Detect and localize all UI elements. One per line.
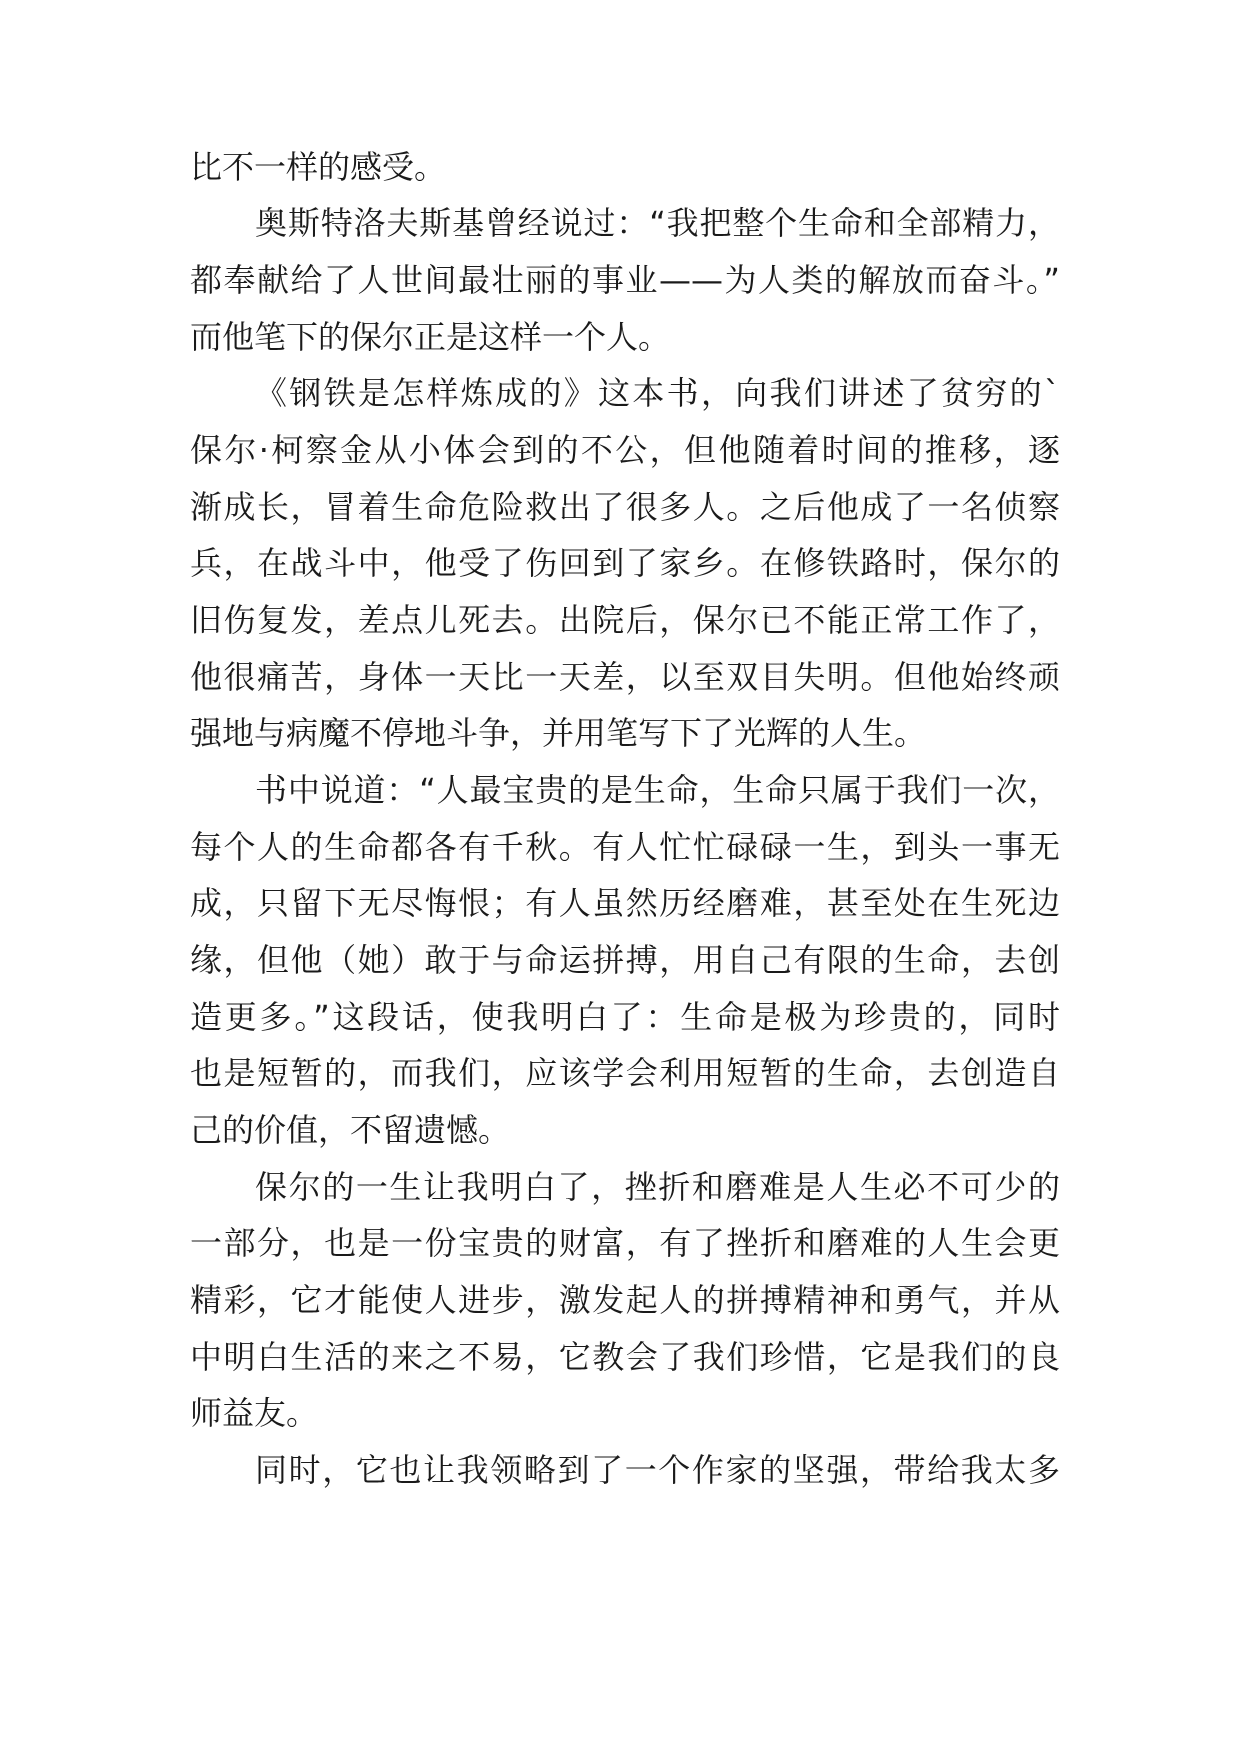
text-line: 他很痛苦，身体一天比一天差，以至双目失明。但他始终顽 [190, 658, 1060, 696]
text-line: 每个人的生命都各有千秋。有人忙忙碌碌一生，到头一事无 [190, 828, 1060, 866]
text-line: 缘，但他（她）敢于与命运拼搏，用自己有限的生命，去创 [190, 941, 1060, 979]
text-line: 同时，它也让我领略到了一个作家的坚强，带给我太多 [255, 1451, 1060, 1489]
text-line: 强地与病魔不停地斗争，并用笔写下了光辉的人生。 [190, 714, 927, 752]
text-line: 《钢铁是怎样炼成的》这本书，向我们讲述了贫穷的` [255, 374, 1060, 412]
text-line: 兵，在战斗中，他受了伤回到了家乡。在修铁路时，保尔的 [190, 544, 1060, 582]
text-line: 保尔的一生让我明白了，挫折和磨难是人生必不可少的 [255, 1168, 1060, 1206]
text-line: 保尔·柯察金从小体会到的不公，但他随着时间的推移，逐 [190, 431, 1060, 469]
text-line: 精彩，它才能使人进步，激发起人的拼搏精神和勇气，并从 [190, 1281, 1060, 1319]
text-line: 书中说道：“人最宝贵的是生命，生命只属于我们一次， [255, 771, 1060, 809]
text-line: 渐成长，冒着生命危险救出了很多人。之后他成了一名侦察 [190, 488, 1060, 526]
text-line: 都奉献给了人世间最壮丽的事业——为人类的解放而奋斗。” [190, 261, 1060, 299]
text-line: 师益友。 [190, 1394, 319, 1432]
text-line: 己的价值，不留遗憾。 [190, 1111, 511, 1149]
text-line: 成，只留下无尽悔恨；有人虽然历经磨难，甚至处在生死边 [190, 884, 1060, 922]
text-line: 比不一样的感受。 [190, 148, 447, 186]
text-line: 一部分，也是一份宝贵的财富，有了挫折和磨难的人生会更 [190, 1224, 1060, 1262]
text-line: 中明白生活的来之不易，它教会了我们珍惜，它是我们的良 [190, 1338, 1060, 1376]
text-line: 而他笔下的保尔正是这样一个人。 [190, 318, 671, 356]
text-line: 造更多。”这段话，使我明白了：生命是极为珍贵的，同时 [190, 998, 1060, 1036]
text-line: 也是短暂的，而我们，应该学会利用短暂的生命，去创造自 [190, 1054, 1060, 1092]
text-line: 旧伤复发，差点儿死去。出院后，保尔已不能正常工作了， [190, 601, 1060, 639]
text-line: 奥斯特洛夫斯基曾经说过：“我把整个生命和全部精力， [255, 204, 1060, 242]
